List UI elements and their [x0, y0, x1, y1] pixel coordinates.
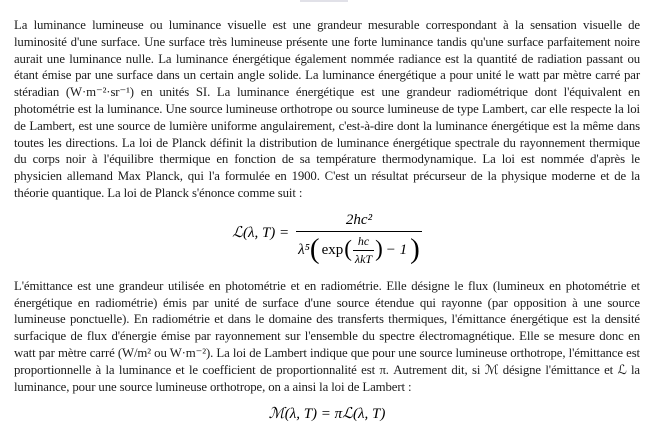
planck-law-formula: [14, 212, 640, 267]
cropped-header-text-artifact: [300, 0, 348, 2]
inner-open-paren: (: [344, 236, 352, 262]
inner-close-paren: ): [375, 236, 383, 262]
denominator-coefficient: λ⁵: [298, 241, 310, 258]
lambert-law-formula: ℳ(λ, T) = πℒ(λ, T): [268, 406, 386, 423]
planck-formula-numerator: 2hc²: [345, 211, 373, 228]
minus-one-term: − 1: [385, 241, 408, 258]
exp-operator: exp: [321, 241, 344, 258]
planck-formula-denominator: [296, 231, 422, 267]
planck-formula-lhs: ℒ(λ, T) =: [232, 224, 290, 241]
planck-formula-fraction: [296, 212, 422, 267]
open-paren-large: (: [309, 232, 320, 265]
exponent-fraction: [353, 234, 374, 267]
paragraph-emittance: L'émittance est une grandeur utilisée en photométrie et en radiométrie. Elle désigne le flux (lumineux en photométrie et énergétique en radiométrie) émis par unité de surface d'une source étendue qui rayonne (par opposition à une source lumineuse ponctuelle). En radiométrie et dans le domaine des transferts thermiques, l'émittance énergétique est la densité surfacique de flux d'énergie émise par rayonnement sur l'ensemble du spectre électromagnétique. Elle se mesure donc en watt par mètre carré (W/m² ou W·m⁻²). La loi de Lambert indique que pour une source lumineuse orthotrope, l'émittance est proportionnelle à la luminance et le coefficient de proportionnalité est π. Autrement dit, si ℳ désigne l'émittance et ℒ la luminance, pour une source lumineuse orthotrope, on a ainsi la loi de Lambert :: [14, 278, 640, 394]
exponent-fraction-numerator: hc: [357, 233, 370, 248]
close-paren-large: ): [410, 232, 420, 265]
paragraph-luminance: La luminance lumineuse ou luminance visuelle est une grandeur mesurable correspondant à la sensation visuelle de luminosité d'une surface. Une surface très lumineuse présente une forte luminance tandis qu'une surface parfaitement noire aurait une luminance nulle. La luminance énergétique également nommée radiance est la quantité de radiation passant ou étant émise par une surface dans un certain angle solide. La luminance énergétique a pour unité le watt par mètre carré par stéradian (W·m⁻²·sr⁻¹) en unités SI. La luminance énergétique est une grandeur radiométrique dont l'équivalent en photométrie est la luminance. Une source lumineuse orthotrope ou source lumineuse de type Lambert, car elle respecte la loi de Lambert, est une source de lumière uniforme angulairement, c'est-à-dire dont la luminance énergétique est la même dans toutes les directions. La loi de Planck définit la distribution de luminance énergétique spectrale du rayonnement thermique du corps noir à l'équilibre thermique en fonction de sa température thermodynamique. La loi est nommée d'après le physicien allemand Max Planck, qui l'a formulée en 1900. C'est un résultat précurseur de la physique moderne et de la théorie quantique. La loi de Planck s'énonce comme suit :: [14, 18, 640, 200]
exponent-fraction-denominator: λkT: [354, 251, 373, 266]
